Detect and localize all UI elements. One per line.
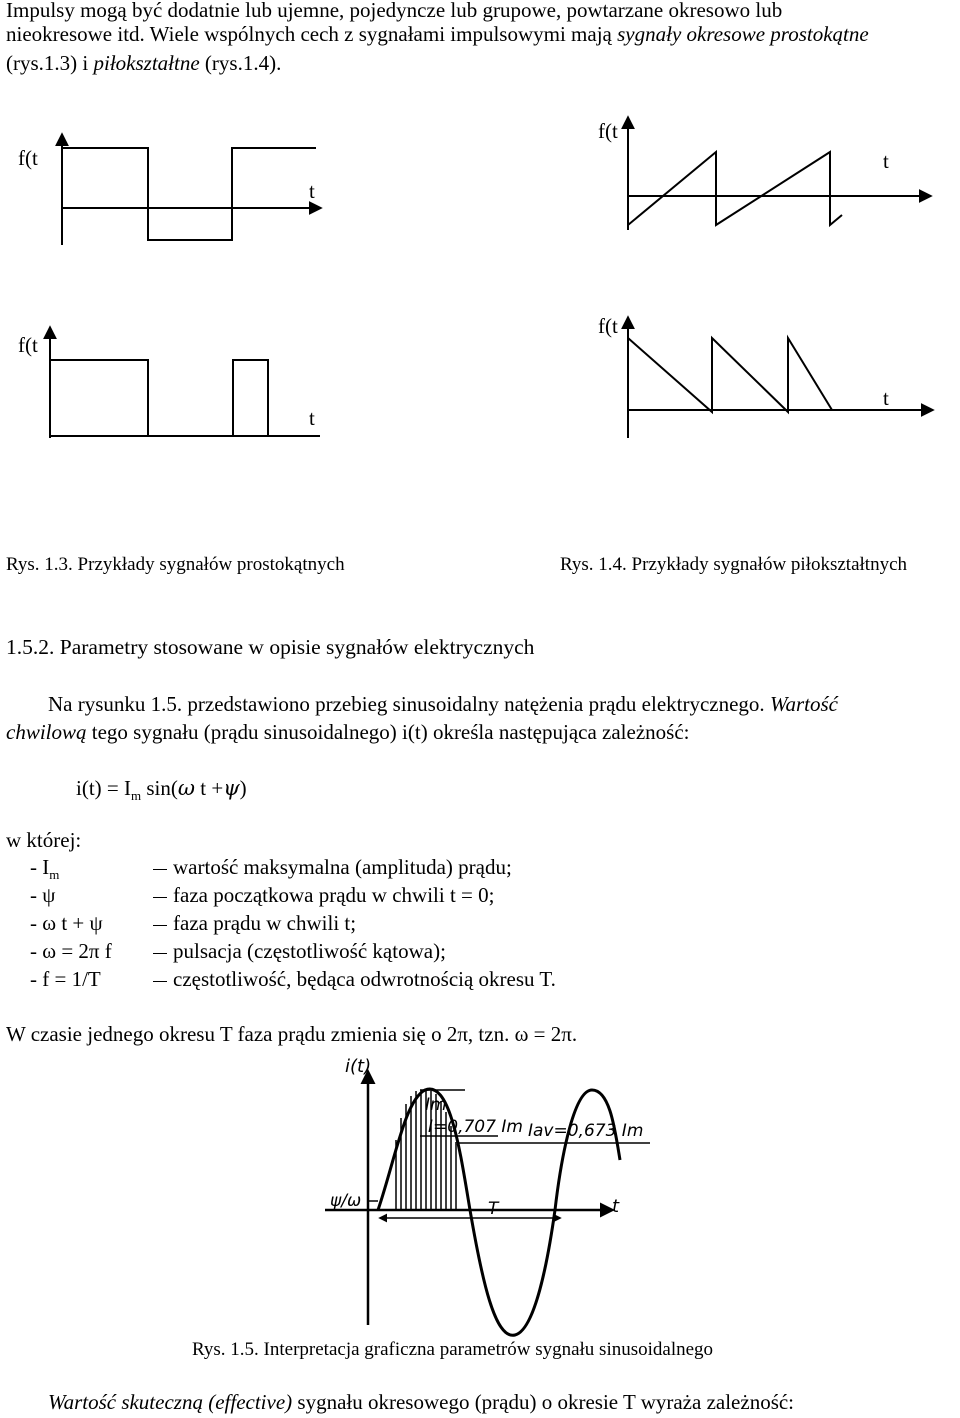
axis-f-label: f(t	[598, 314, 618, 338]
square-wave-1	[18, 135, 320, 245]
axis-f-label: f(t	[18, 333, 38, 357]
axis-t-label: t	[883, 149, 889, 173]
intro-line-2-italic: sygnały okresowe prostokątne	[617, 22, 869, 46]
definition-text: pulsacja (częstotliwość kątowa);	[173, 939, 446, 963]
intro-line-3-a: (rys.1.3) i	[6, 51, 94, 75]
definition-symbol: - ω = 2π f	[30, 939, 112, 963]
definition-desc	[153, 967, 556, 992]
axis-t-label: t	[309, 179, 315, 203]
definition-symbol: - ω t + ψ	[30, 911, 103, 935]
final-line-italic: Wartość skuteczną (effective)	[48, 1390, 293, 1414]
formula	[76, 774, 247, 805]
intro-line-3-c: (rys.1.4).	[199, 51, 282, 75]
definition-item	[30, 911, 103, 936]
definition-symbol: - I	[30, 855, 50, 879]
definition-desc	[153, 855, 512, 880]
definition-subscript: m	[49, 867, 60, 882]
caption-rys-1-3: Rys. 1.3. Przykłady sygnałów prostokątnych	[6, 554, 345, 575]
definition-item	[30, 883, 55, 908]
formula-psi: ψ	[223, 776, 240, 800]
definition-desc	[153, 911, 356, 936]
final-line	[48, 1388, 794, 1416]
definition-symbol: - f = 1/T	[30, 967, 101, 991]
formula-part-a: i(t) = I	[76, 776, 131, 800]
axis-f-label: f(t	[598, 119, 618, 143]
axis-t-label: t	[309, 406, 315, 430]
para-line-2	[6, 718, 689, 746]
caption-rys-1-4: Rys. 1.4. Przykłady sygnałów piłokształtnych	[560, 554, 908, 575]
definition-item	[30, 939, 112, 964]
sawtooth-wave-1	[598, 118, 930, 230]
sawtooth-wave-2	[598, 314, 932, 438]
para-line-1-text: Na rysunku 1.5. przedstawiono przebieg sinusoidalny natężenia prądu elektrycznego.	[48, 692, 770, 716]
definition-symbol: - ψ	[30, 883, 56, 907]
para-line-1	[48, 690, 838, 718]
definition-item	[30, 855, 59, 880]
formula-part-c: t +	[195, 776, 224, 800]
definition-item	[30, 967, 101, 992]
sine-y-label: i(t)	[345, 1056, 372, 1077]
w-ktorej-label: w której:	[6, 828, 82, 852]
definition-text: faza prądu w chwili t;	[173, 911, 357, 935]
axis-t-label: t	[883, 386, 889, 410]
label-t: t	[612, 1196, 620, 1217]
formula-part-d: )	[239, 776, 247, 800]
label-psi-omega: ψ/ω	[330, 1191, 362, 1211]
label-avg: Iav=0,673 Im	[528, 1121, 644, 1141]
definition-text: faza początkowa prądu w chwili t = 0;	[173, 883, 495, 907]
section-heading: 1.5.2. Parametry stosowane w opisie sygnałów elektrycznych	[6, 635, 535, 659]
signal-figures	[0, 0, 960, 600]
definition-desc	[153, 939, 446, 964]
formula-omega: ω	[177, 776, 195, 800]
label-period: T	[488, 1199, 499, 1219]
para-line-2-italic: chwilową	[6, 720, 87, 744]
period-line: W czasie jednego okresu T faza prądu zmienia się o 2π, tzn. ω = 2π.	[6, 1022, 578, 1046]
para-line-1-italic: Wartość	[769, 692, 839, 716]
definition-desc	[153, 883, 494, 908]
formula-part-b: sin(	[141, 776, 178, 800]
caption-rys-1-5: Rys. 1.5. Interpretacja graficzna parametrów sygnału sinusoidalnego	[192, 1339, 714, 1360]
intro-line-1: Impulsy mogą być dodatnie lub ujemne, pojedyncze lub grupowe, powtarzane okresowo lub	[6, 0, 783, 22]
final-line-text: sygnału okresowego (prądu) o okresie T wyraża zależność:	[292, 1390, 795, 1414]
label-im: Im	[425, 1095, 447, 1115]
definition-text: wartość maksymalna (amplituda) prądu;	[173, 855, 512, 879]
para-line-2-text: tego sygnału (prądu sinusoidalnego) i(t) określa następująca zależność:	[86, 720, 690, 744]
pulse-wave-2	[18, 328, 320, 438]
intro-line-2-text: nieokresowe itd. Wiele wspólnych cech z sygnałami impulsowymi mają	[6, 22, 618, 46]
formula-subscript: m	[131, 788, 142, 803]
definition-text: częstotliwość, będąca odwrotnością okresu T.	[173, 967, 556, 991]
intro-line-3-italic: piłokształtne	[93, 51, 200, 75]
axis-f-label: f(t	[18, 146, 38, 170]
label-rms: I=0,707 Im	[428, 1117, 523, 1137]
